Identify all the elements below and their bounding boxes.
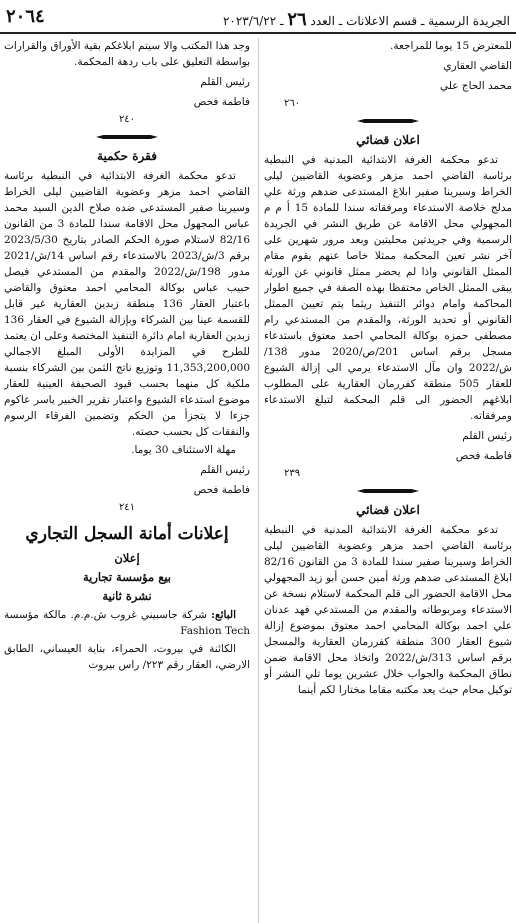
notice-heading: اعلان قضائي [356,133,420,147]
seller-label: البائع: [211,609,236,621]
notice-body: تدعو محكمة الغرفة الابتدائية المدنية في النبطية برئاسة القاضي احمد مزهر وعضوية القاضيين ليلى الخراط وسيرينا صفير سندا للمادة 3 من القانون 82/16 ابلاغ المستدعى ضدهم ورثة أمين حسن أبو زيد المجهولي محل الاقامة الحضور الى قلم المحكمة لاستلام نسخة عن الاستدعاء ومربوطاته والمقدم من المستدعي فهد عدنان علي احمد بوكالة المحامي احمد معتوق بموضوع إزالة شيوع العقار 300 منطقة كفررمان العقارية والمسجل برقم اساس 313/ش/2022 واتخاذ محل الاقامة ضمن نطاق المحكمة والجواب خلال عشرين يوما تلي النشر أو توكيل محام حيث يعد مكتبه مقاما مختارا لكم أينما [264,524,512,696]
publication-round: نشرة ثانية [102,589,152,603]
section-title: إعلانات أمانة السجل التجاري [25,524,229,544]
notice-heading: اعلان قضائي [356,503,420,517]
announcement-label: إعلان [114,551,140,565]
notice-body: تدعو محكمة الغرفة الابتدائية المدنية في النبطية برئاسة القاضي احمد مزهر وعضوية القاضيين ليلى الخراط وسيرينا صفير ابلاغ المستدعى ضدهم ورثة علي مدلج خلاصة الاستدعاء ومرفقاته سندا للمادة 15 أ م م المجهولي محل الاقامة عن طريق النشر في الجريدة الرسمية وفي جريدتين محليتين وبعد مرور شهرين على آخر نشر تعين المحكمة ممثلا خاصا عنهم يقوم مقام الممثل القانوني واذا لم يحضر ممثل قانوني عن الورثة يبقى الممثل الخاص محتفظا بهذه الصفة في جميع اطوار المحاكمة وامام دوائر التنفيذ ريثما يتم تعيين الممثل القانوني أو تحديد الورثة، والمقدم من المستدعي رام مصطفى حمزه بوكالة المحامي احمد معتوق باستدعاء مسجل برقم اساس 201/ص/2020 مدور 138/ش/2022 وان مآل الاستدعاء يرمي الى إزالة الشيوع للعقار 505 منطقة كفررمان العقارية على المطلوب ابلاغهم الحضور الى قلم المحكمة لتبلغ الاستدعاء ومرفقاته. [264,154,512,422]
left-column [4,38,250,923]
ornament-divider [264,116,512,126]
seller-address: الكائنة في بيروت، الحمراء، بناية العيساني، الطابق الارضي، العقار رقم ٢٢٣/ راس بيروت [4,643,250,671]
ornament-divider [4,132,250,142]
issue-date: ـ ٢٠٢٣/٦/٢٢ [222,14,284,28]
signature-name: فاطمة فحص [193,96,250,108]
notice-number: ٢٤٠ [118,114,136,125]
ornament-divider [264,486,512,496]
signature-name: محمد الحاج علي [439,80,512,92]
header-title [223,9,510,30]
issue-number: ٢٦ [287,9,307,30]
page-header [0,0,516,34]
ruling-body: تدعو محكمة الغرفة الابتدائية في النبطية برئاسة القاضي احمد مزهر وعضوية القاضيين ليلى الخراط وسيرينا صفير المستدعى ضده صلاح الدين السيد محمد عباس المجهول محل الاقامة سندا للمادة 3 من القانون 82/16 لاستلام صورة الحكم الصادر بتاريخ 2023/5/30 برقم 3/ش/2023 بالاستدعاء رقم اساس 14/ش/2021 مدور 198/ش/2022 والمقدم من المستدعي فيصل حبيب عباس بوكالة المحامي احمد معتوق والقاضي باعتبار العقار 136 منطقة زبدين العقارية غير قابل للقسمة عينا بين الشركاء وبإزالة الشيوع في العقار 136 زبدين العقارية امام دائرة التنفيذ المختصة وعلى ان يعتمد للطرح في المزايدة الأولى المبلغ الاجمالي 11,353,200,000 وتوزيع ناتج الثمن بين الشركاء بنسبة ملكية كل منهما بحسب قيود الصحيفة العينية للعقار موضوع استدعاء الشيوع واعتبار تقرير الخبير ياسر عاكوم جزءا لا يتجزأ من الحكم وتضمين الفرقاء الرسوم والنفقات كل بحسب حصته. [4,170,250,438]
page-number: ٢٠٦٤ [6,6,45,27]
column-divider [258,38,259,923]
signature-name: فاطمة فحص [193,484,250,496]
seller-paragraph [4,607,250,639]
appeal-period: مهلة الاستئناف 30 يوما. [131,444,236,456]
signature-title: رئيس القلم [200,76,250,88]
signature-name: فاطمة فحص [455,450,512,462]
notice-number: ٢٦٠ [284,98,301,109]
seller-text: شركة جاسبيني غروب ش.م.م. مالكة مؤسسة Fashion Tech [4,609,250,637]
signature-title: القاضي العقاري [443,60,512,72]
continued-text: للمعترض 15 يوما للمراجعة. [389,40,512,52]
notice-number: ٢٣٩ [284,468,301,479]
notice-number: ٢٤١ [118,502,136,513]
signature-title: رئيس القلم [462,430,512,442]
ruling-heading: فقرة حكمية [97,149,157,163]
gazette-title: الجريدة الرسمية ـ قسم الاعلانات ـ العدد [310,14,510,28]
right-column [264,38,512,923]
signature-title: رئيس القلم [200,464,250,476]
continued-text: وجد هذا المكتب والا سيتم ابلاغكم بقية الأوراق والقرارات بواسطة التعليق على باب ردهة المحكمة. [4,40,250,68]
announcement-subject: بيع مؤسسة تجارية [82,570,171,584]
